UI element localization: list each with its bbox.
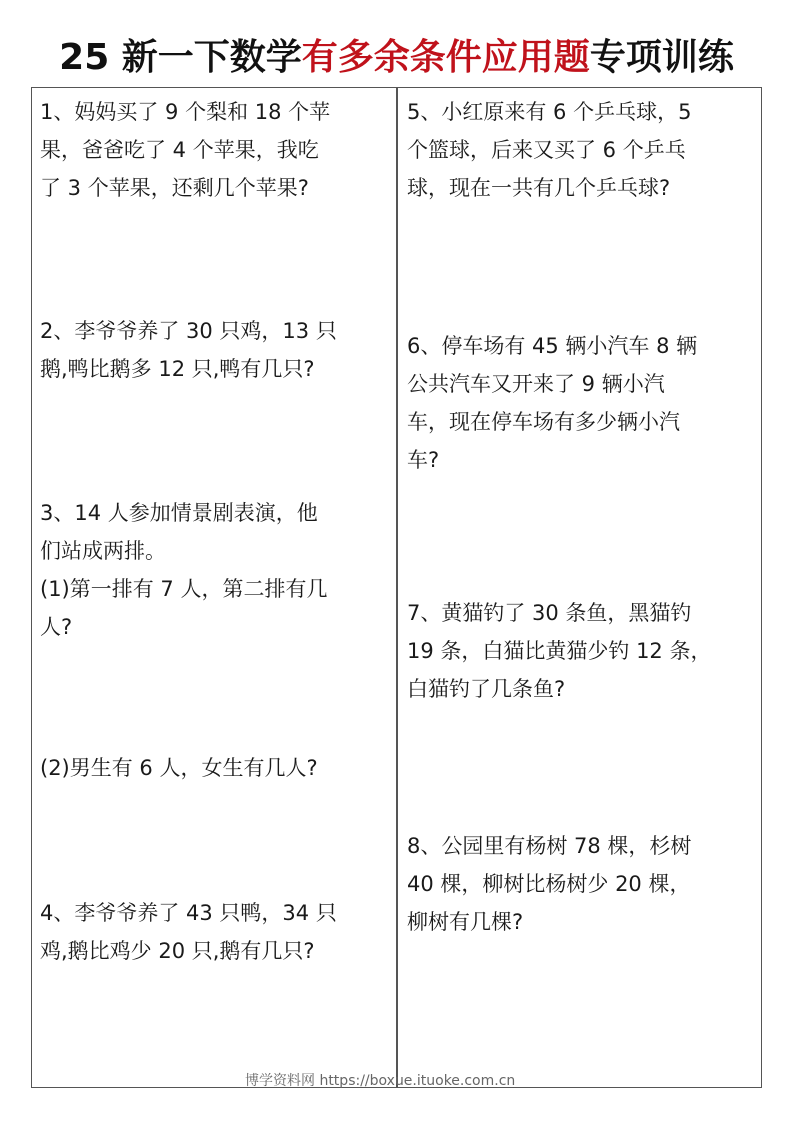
question-4 bbox=[40, 894, 337, 970]
question-3-part-2 bbox=[40, 749, 318, 787]
question-line: 果，爸爸吃了 4 个苹果，我吃 bbox=[40, 138, 319, 162]
question-line: 个篮球，后来又买了 6 个乒乓 bbox=[407, 138, 686, 162]
title-highlight: 有多余条件应用题 bbox=[301, 37, 590, 78]
question-1 bbox=[40, 93, 330, 207]
question-line: 白猫钓了几条鱼? bbox=[407, 677, 566, 701]
question-line: 6、停车场有 45 辆小汽车 8 辆 bbox=[407, 334, 698, 358]
question-2 bbox=[40, 312, 337, 388]
question-line: 8、公园里有杨树 78 棵，杉树 bbox=[407, 834, 692, 858]
question-line: 19 条，白猫比黄猫少钓 12 条， bbox=[407, 639, 712, 663]
question-line: 7、黄猫钓了 30 条鱼，黑猫钓 bbox=[407, 601, 692, 625]
question-line: 5、小红原来有 6 个乒乓球，5 bbox=[407, 100, 692, 124]
question-line: 车? bbox=[407, 448, 440, 472]
question-line: 车，现在停车场有多少辆小汽 bbox=[407, 410, 680, 434]
question-line: 们站成两排。 bbox=[40, 539, 166, 563]
question-line: 公共汽车又开来了 9 辆小汽 bbox=[407, 372, 665, 396]
question-line: 4、李爷爷养了 43 只鸭，34 只 bbox=[40, 901, 337, 925]
column-divider bbox=[396, 87, 398, 1088]
title-suffix: 专项训练 bbox=[589, 37, 734, 78]
question-line: 柳树有几棵? bbox=[407, 910, 524, 934]
title-prefix: 25 新一下数学 bbox=[59, 37, 302, 78]
question-line: 人? bbox=[40, 615, 73, 639]
question-line: 2、李爷爷养了 30 只鸡，13 只 bbox=[40, 319, 337, 343]
question-line: 鸡,鹅比鸡少 20 只,鹅有几只? bbox=[40, 939, 315, 963]
question-3 bbox=[40, 494, 327, 646]
question-line: 1、妈妈买了 9 个梨和 18 个苹 bbox=[40, 100, 331, 124]
question-line: (1)第一排有 7 人，第二排有几 bbox=[40, 577, 328, 601]
question-line: 球，现在一共有几个乒乓球? bbox=[407, 176, 671, 200]
question-8 bbox=[407, 827, 691, 941]
watermark: 博学资料网 https://boxue.ituoke.com.cn bbox=[245, 1073, 516, 1089]
question-6 bbox=[407, 327, 697, 479]
question-line: 3、14 人参加情景剧表演，他 bbox=[40, 501, 318, 525]
question-7 bbox=[407, 594, 711, 708]
question-5 bbox=[407, 93, 691, 207]
page-title bbox=[0, 36, 793, 80]
question-line: (2)男生有 6 人，女生有几人? bbox=[40, 756, 318, 780]
question-line: 了 3 个苹果，还剩几个苹果? bbox=[40, 176, 309, 200]
question-line: 40 棵，柳树比杨树少 20 棵， bbox=[407, 872, 691, 896]
question-line: 鹅,鸭比鹅多 12 只,鸭有几只? bbox=[40, 357, 315, 381]
